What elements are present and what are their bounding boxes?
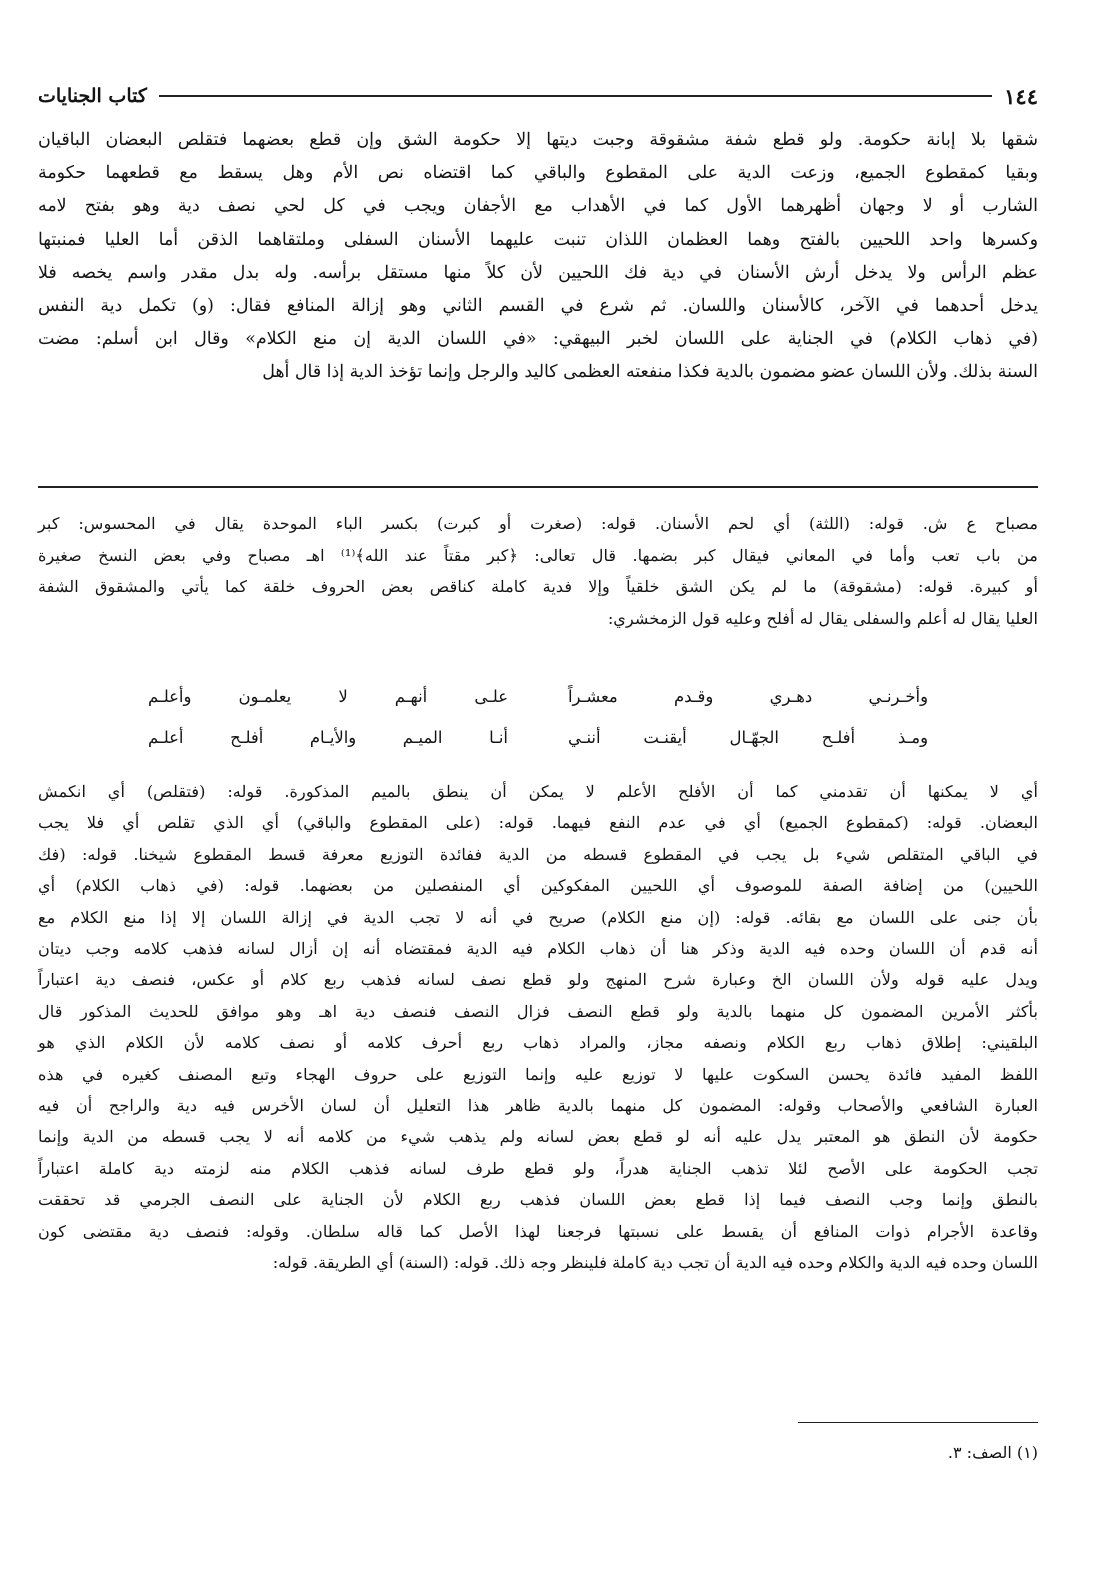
- poem-hemistich-first: وأخـرنـي دهـري وقـدم معشـراً: [568, 687, 928, 706]
- commentary-line: البلقيني: إطلاق ذهاب ربع الكلام ونصفه مجاز، والمراد ذهاب ربع أحرف كلامه أو نصف كلامه لأن الكلام الذي هو: [38, 1033, 1038, 1053]
- commentary-line: اللفظ المفيد فائدة يحسن السكوت عليها لا توزيع عليه وإنما التوزيع على حروف الهجاء وتبع المصنف كغيره في هذه: [38, 1064, 1038, 1084]
- poem-hemistich-first: ومـذ أفلـح الجهّـال أيقنـت أننـي: [568, 728, 928, 747]
- commentary-line: في الباقي المتقلص شيء بل يجب في المقطوع قسطه من الدية ففائدة التوزيع معرفة قسط المقطوع شيخنا. قوله: (فك: [38, 844, 1038, 864]
- footnote-rule: [798, 1422, 1038, 1423]
- commentary-top: [38, 508, 1038, 634]
- main-line: شقها بلا إبانة حكومة. ولو قطع شفة مشقوقة وجبت ديتها إلا حكومة الشق وإن قطع بعضهما فتقلص البعضان الباقيان: [38, 130, 1038, 150]
- commentary-line: العبارة الشافعي والأصحاب وقوله: المضمون كل منهما بالدية ظاهر هذا التعليل أن لسان الأخرس فيه دية والراجح أن فيه: [38, 1096, 1038, 1116]
- poem-verse: [38, 717, 1038, 758]
- poem-hemistich-second: أنـا الميـم والأيـام أفلـح أعلـم: [148, 728, 508, 747]
- main-text: [38, 124, 1038, 390]
- main-line: وبقيا كمقطوع الجميع، وزعت الدية على المقطوع والباقي كما اقتضاه نص الأم وهل يسقط مع قطعهما حكومة: [38, 163, 1038, 184]
- book-title: كتاب الجنايات: [38, 85, 147, 107]
- commentary-line: وقاعدة الأجرام ذوات المنافع أن يقسط على نسبتها فرجعنا لهذا الأصل كما قاله سلطان. وقوله: فنصف دية مقتضى كون: [38, 1221, 1038, 1241]
- commentary-line: البعضان. قوله: (كمقطوع الجميع) أي في عدم النفع فيهما. قوله: (على المقطوع والباقي) أي الذي تقلص أي فلا يجب: [38, 813, 1038, 833]
- commentary-line: أي لا يمكنها أن تقدمني كما أن الأفلح الأعلم لا يمكن أن ينطق بالميم المذكورة. قوله: (فتقلص) أي انكمش: [38, 782, 1038, 801]
- main-line: الشارب أو لا وجهان أظهرهما الأول كما في الأهداب مع الأجفان ويجب في كل لحي نصف دية وهو بفتح لامه: [38, 196, 1038, 217]
- commentary-line: العليا يقال له أعلم والسفلى يقال له أفلح وعليه قول الزمخشري:: [607, 608, 1038, 628]
- commentary-line: بأن جنى على اللسان مع بقائه. قوله: (إن منع الكلام) صريح في أنه لا تجب الدية في إزالة اللسان إلا إذا منع الكلام مع: [38, 907, 1038, 927]
- commentary-line: من باب تعب وأما في المعاني فيقال كبر بضمها. قال تعالى: ﴿كبر مقتاً عند الله﴾⁽¹⁾ اهـ مصباح وفي بعض النسخ صغيرة: [38, 545, 1038, 565]
- commentary-line: اللحيين) من إضافة الصفة للموصوف أي اللحيين المفكوكين أي المنفصلين من بعضهما. قوله: (في ذهاب الكلام) أي: [38, 876, 1038, 896]
- commentary-line: أنه قدم أن اللسان وحده فيه الدية وذكر هنا أن ذهاب الكلام فيه الدية فمقتضاه أنه إن أزال لسانه فذهب كلامه وجب ديتان: [38, 939, 1038, 959]
- commentary-line: بالنطق وإنما وجب النصف فيما إذا قطع بعض اللسان فذهب ربع الكلام لأن الجناية على النصف الجرمي قد تحققت: [38, 1190, 1038, 1210]
- commentary-line: ويدل عليه قوله ولأن اللسان الخ وعبارة شرح المنهج ولو قطع نصف لسانه فذهب ربع كلام أو عكس، فنصف دية اعتباراً: [38, 970, 1039, 990]
- main-line: يدخل أحدهما في الآخر، كالأسنان واللسان. ثم شرع في القسم الثاني وهو إزالة المنافع فقال: (و) تكمل دية النفس: [38, 296, 1038, 317]
- commentary-line: بأكثر الأمرين المضمون كل منهما بالدية ولو قطع النصف فزال النصف فنصف دية اهـ وهو موافق للحديث المذكور قال: [38, 1001, 1038, 1021]
- section-divider: [38, 486, 1038, 488]
- poem: [38, 676, 1038, 758]
- commentary-line: حكومة لأن النطق هو المعتبر يدل عليه أنه لو قطع بعض لسانه ولم يذهب شيء من كلامه أنه لا يجب قسطه من الدية وإنما: [38, 1127, 1038, 1147]
- poem-verse: [38, 676, 1038, 717]
- poem-hemistich-second: علـى أنهـم لا يعلمـون وأعلـم: [148, 687, 508, 706]
- commentary-bottom: [38, 776, 1038, 1279]
- running-head: [38, 78, 1038, 114]
- footnote: (١) الصف: ٣.: [947, 1443, 1038, 1462]
- main-line: عظم الرأس ولا يدخل أرش الأسنان في دية فك اللحيين لأن كلاً منها مستقل برأسه. وله بدل مقدر واسم يخصه فلا: [38, 262, 1038, 283]
- commentary-line: تجب الحكومة على الأصح لئلا تذهب الجناية هدراً، ولو قطع طرف لسانه فذهب الكلام منه لزمته دية كاملة اعتباراً: [38, 1158, 1038, 1178]
- main-line: (في ذهاب الكلام) في الجناية على اللسان لخبر البيهقي: «في اللسان الدية إن منع الكلام» وقال ابن أسلم: مضت: [38, 329, 1038, 350]
- main-line: وكسرها واحد اللحيين بالفتح وهما العظمان اللذان تنبت عليهما الأسنان السفلى وملتقاهما الذقن أما العليا فمنبتها: [38, 229, 1038, 250]
- page-number: ١٤٤: [1004, 83, 1038, 109]
- commentary-line: مصباح ع ش. قوله: (اللثة) أي لحم الأسنان. قوله: (صغرت أو كبرت) بكسر الباء الموحدة يقال في المحسوس: كبر: [38, 514, 1038, 533]
- header-rule: [159, 95, 992, 97]
- commentary-line: أو كبيرة. قوله: (مشقوقة) ما لم يكن الشق خلقياً وإلا فدية كاملة كناقص بعض الحروف خلقة كما يأتي والمشقوق الشفة: [38, 577, 1038, 596]
- main-line: السنة بذلك. ولأن اللسان عضو مضمون بالدية فكذا منفعته العظمى كاليد والرجل وإنما تؤخذ الدية إذا قال أهل: [262, 362, 1038, 383]
- commentary-line: اللسان وحده فيه الدية والكلام وحده فيه الدية أن تجب دية كاملة فلينظر وجه ذلك. قوله: (السنة) أي الطريقة. قوله:: [272, 1253, 1038, 1273]
- book-page: [38, 78, 1038, 1548]
